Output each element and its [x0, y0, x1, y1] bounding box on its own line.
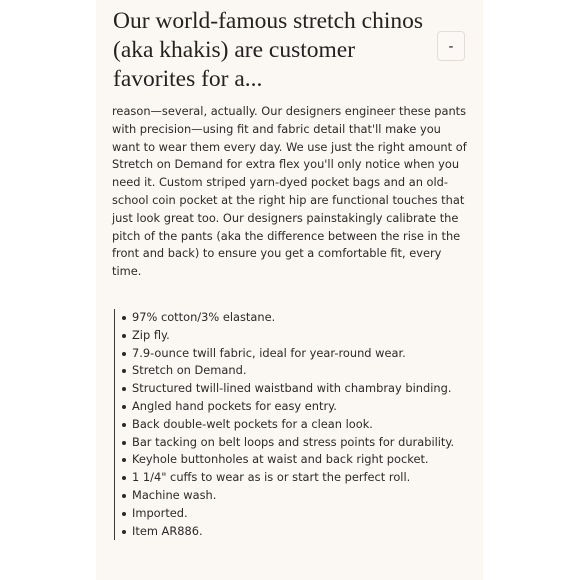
feature-item: Angled hand pockets for easy entry. — [121, 398, 471, 416]
feature-item: Zip fly. — [121, 327, 471, 345]
feature-item: Item AR886. — [121, 523, 471, 541]
feature-item: Keyhole buttonholes at waist and back right pocket. — [121, 451, 471, 469]
feature-list — [114, 309, 471, 540]
feature-item: Structured twill-lined waistband with chambray binding. — [121, 380, 471, 398]
feature-item: 7.9-ounce twill fabric, ideal for year-round wear. — [121, 345, 471, 363]
feature-item: Stretch on Demand. — [121, 362, 471, 380]
product-headline: Our world-famous stretch chinos (aka khakis) are customer favorites for a... — [113, 8, 423, 92]
product-details-panel — [96, 0, 483, 580]
feature-item: Back double-welt pockets for a clean look. — [121, 416, 471, 434]
feature-item: 97% cotton/3% elastane. — [121, 309, 471, 327]
feature-item: Machine wash. — [121, 487, 471, 505]
feature-item: 1 1/4" cuffs to wear as is or start the perfect roll. — [121, 469, 471, 487]
collapse-button[interactable]: - — [437, 31, 465, 61]
feature-item: Imported. — [121, 505, 471, 523]
product-description: reason—several, actually. Our designers engineer these pants with precision—using fit and fabric detail that'll make you want to wear them every day. We use just the right amount of Stretch on Demand for extra flex you'll only notice when you need it. Custom striped yarn-dyed pocket bags and an old-school coin pocket at the right hip are functional touches that just look great too. Our designers painstakingly calibrate the pitch of the pants (aka the difference between the rise in the front and back) to ensure you get a comfortable fit, every time. — [112, 104, 467, 279]
feature-item: Bar tacking on belt loops and stress points for durability. — [121, 434, 471, 452]
